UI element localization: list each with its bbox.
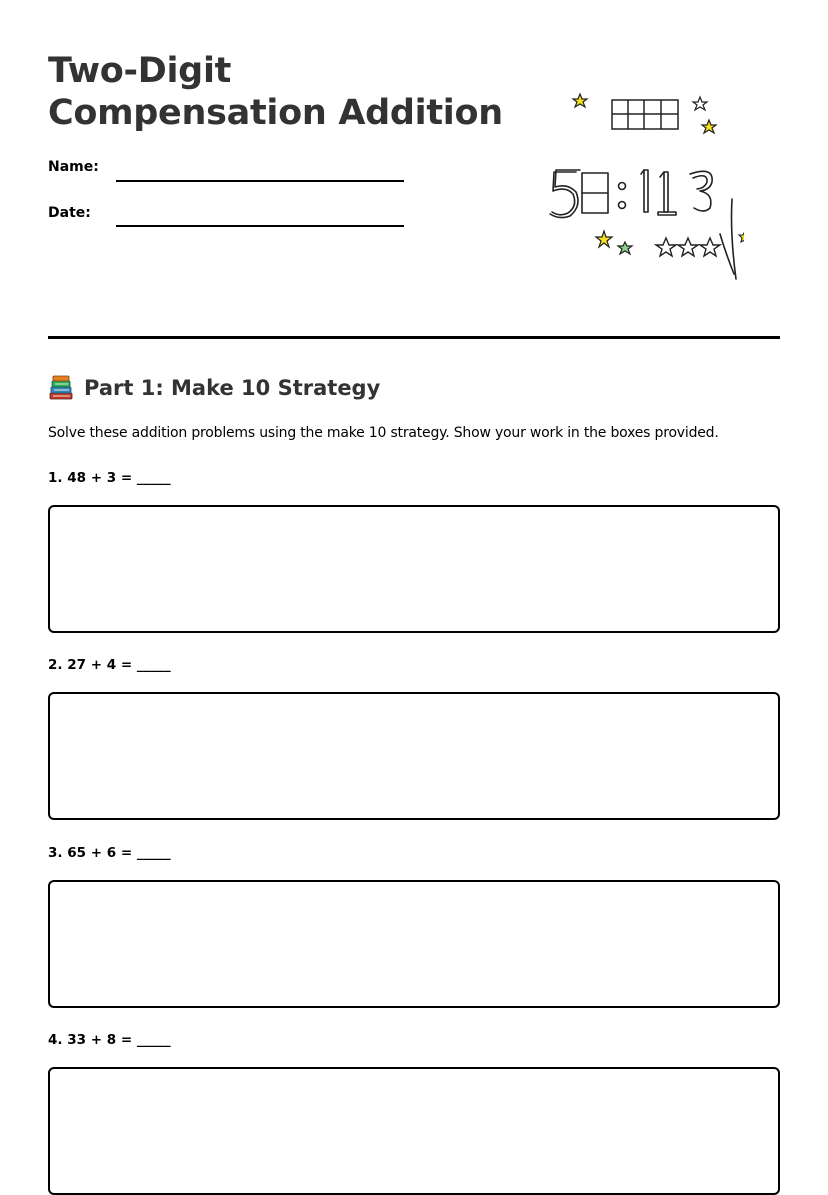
star-icon [739, 231, 744, 242]
ten-frame-icon [612, 100, 678, 129]
problem-1-work-box[interactable] [48, 505, 780, 633]
star-icon [596, 231, 612, 247]
section-1-heading-text: Part 1: Make 10 Strategy [84, 376, 381, 400]
title-line-2: Compensation Addition [48, 93, 503, 133]
star-icon [702, 120, 716, 133]
problem-3-work-box[interactable] [48, 880, 780, 1008]
doodle-numbers [550, 170, 736, 279]
star-outline-icon [656, 238, 676, 256]
name-field-line[interactable] [116, 180, 404, 182]
problem-4-label: 4. 33 + 8 = _____ [48, 1032, 171, 1048]
star-icon [618, 242, 632, 254]
worksheet-title [48, 50, 503, 134]
star-outline-icon [693, 97, 707, 110]
section-1-instructions: Solve these addition problems using the make 10 strategy. Show your work in the boxes provided. [48, 425, 719, 441]
date-field-line[interactable] [116, 225, 404, 227]
books-icon [48, 374, 74, 402]
title-line-1: Two-Digit [48, 51, 232, 91]
star-icon [573, 94, 587, 107]
section-divider [48, 336, 780, 339]
problem-4-work-box[interactable] [48, 1067, 780, 1195]
math-doodle-illustration [544, 84, 744, 289]
date-label: Date: [48, 205, 91, 221]
name-label: Name: [48, 159, 99, 175]
star-outline-icon [678, 238, 698, 256]
star-outline-icon [700, 238, 720, 256]
problem-1-label: 1. 48 + 3 = _____ [48, 470, 171, 486]
section-1-heading [48, 374, 380, 402]
problem-3-label: 3. 65 + 6 = _____ [48, 845, 171, 861]
problem-2-work-box[interactable] [48, 692, 780, 820]
problem-2-label: 2. 27 + 4 = _____ [48, 657, 171, 673]
